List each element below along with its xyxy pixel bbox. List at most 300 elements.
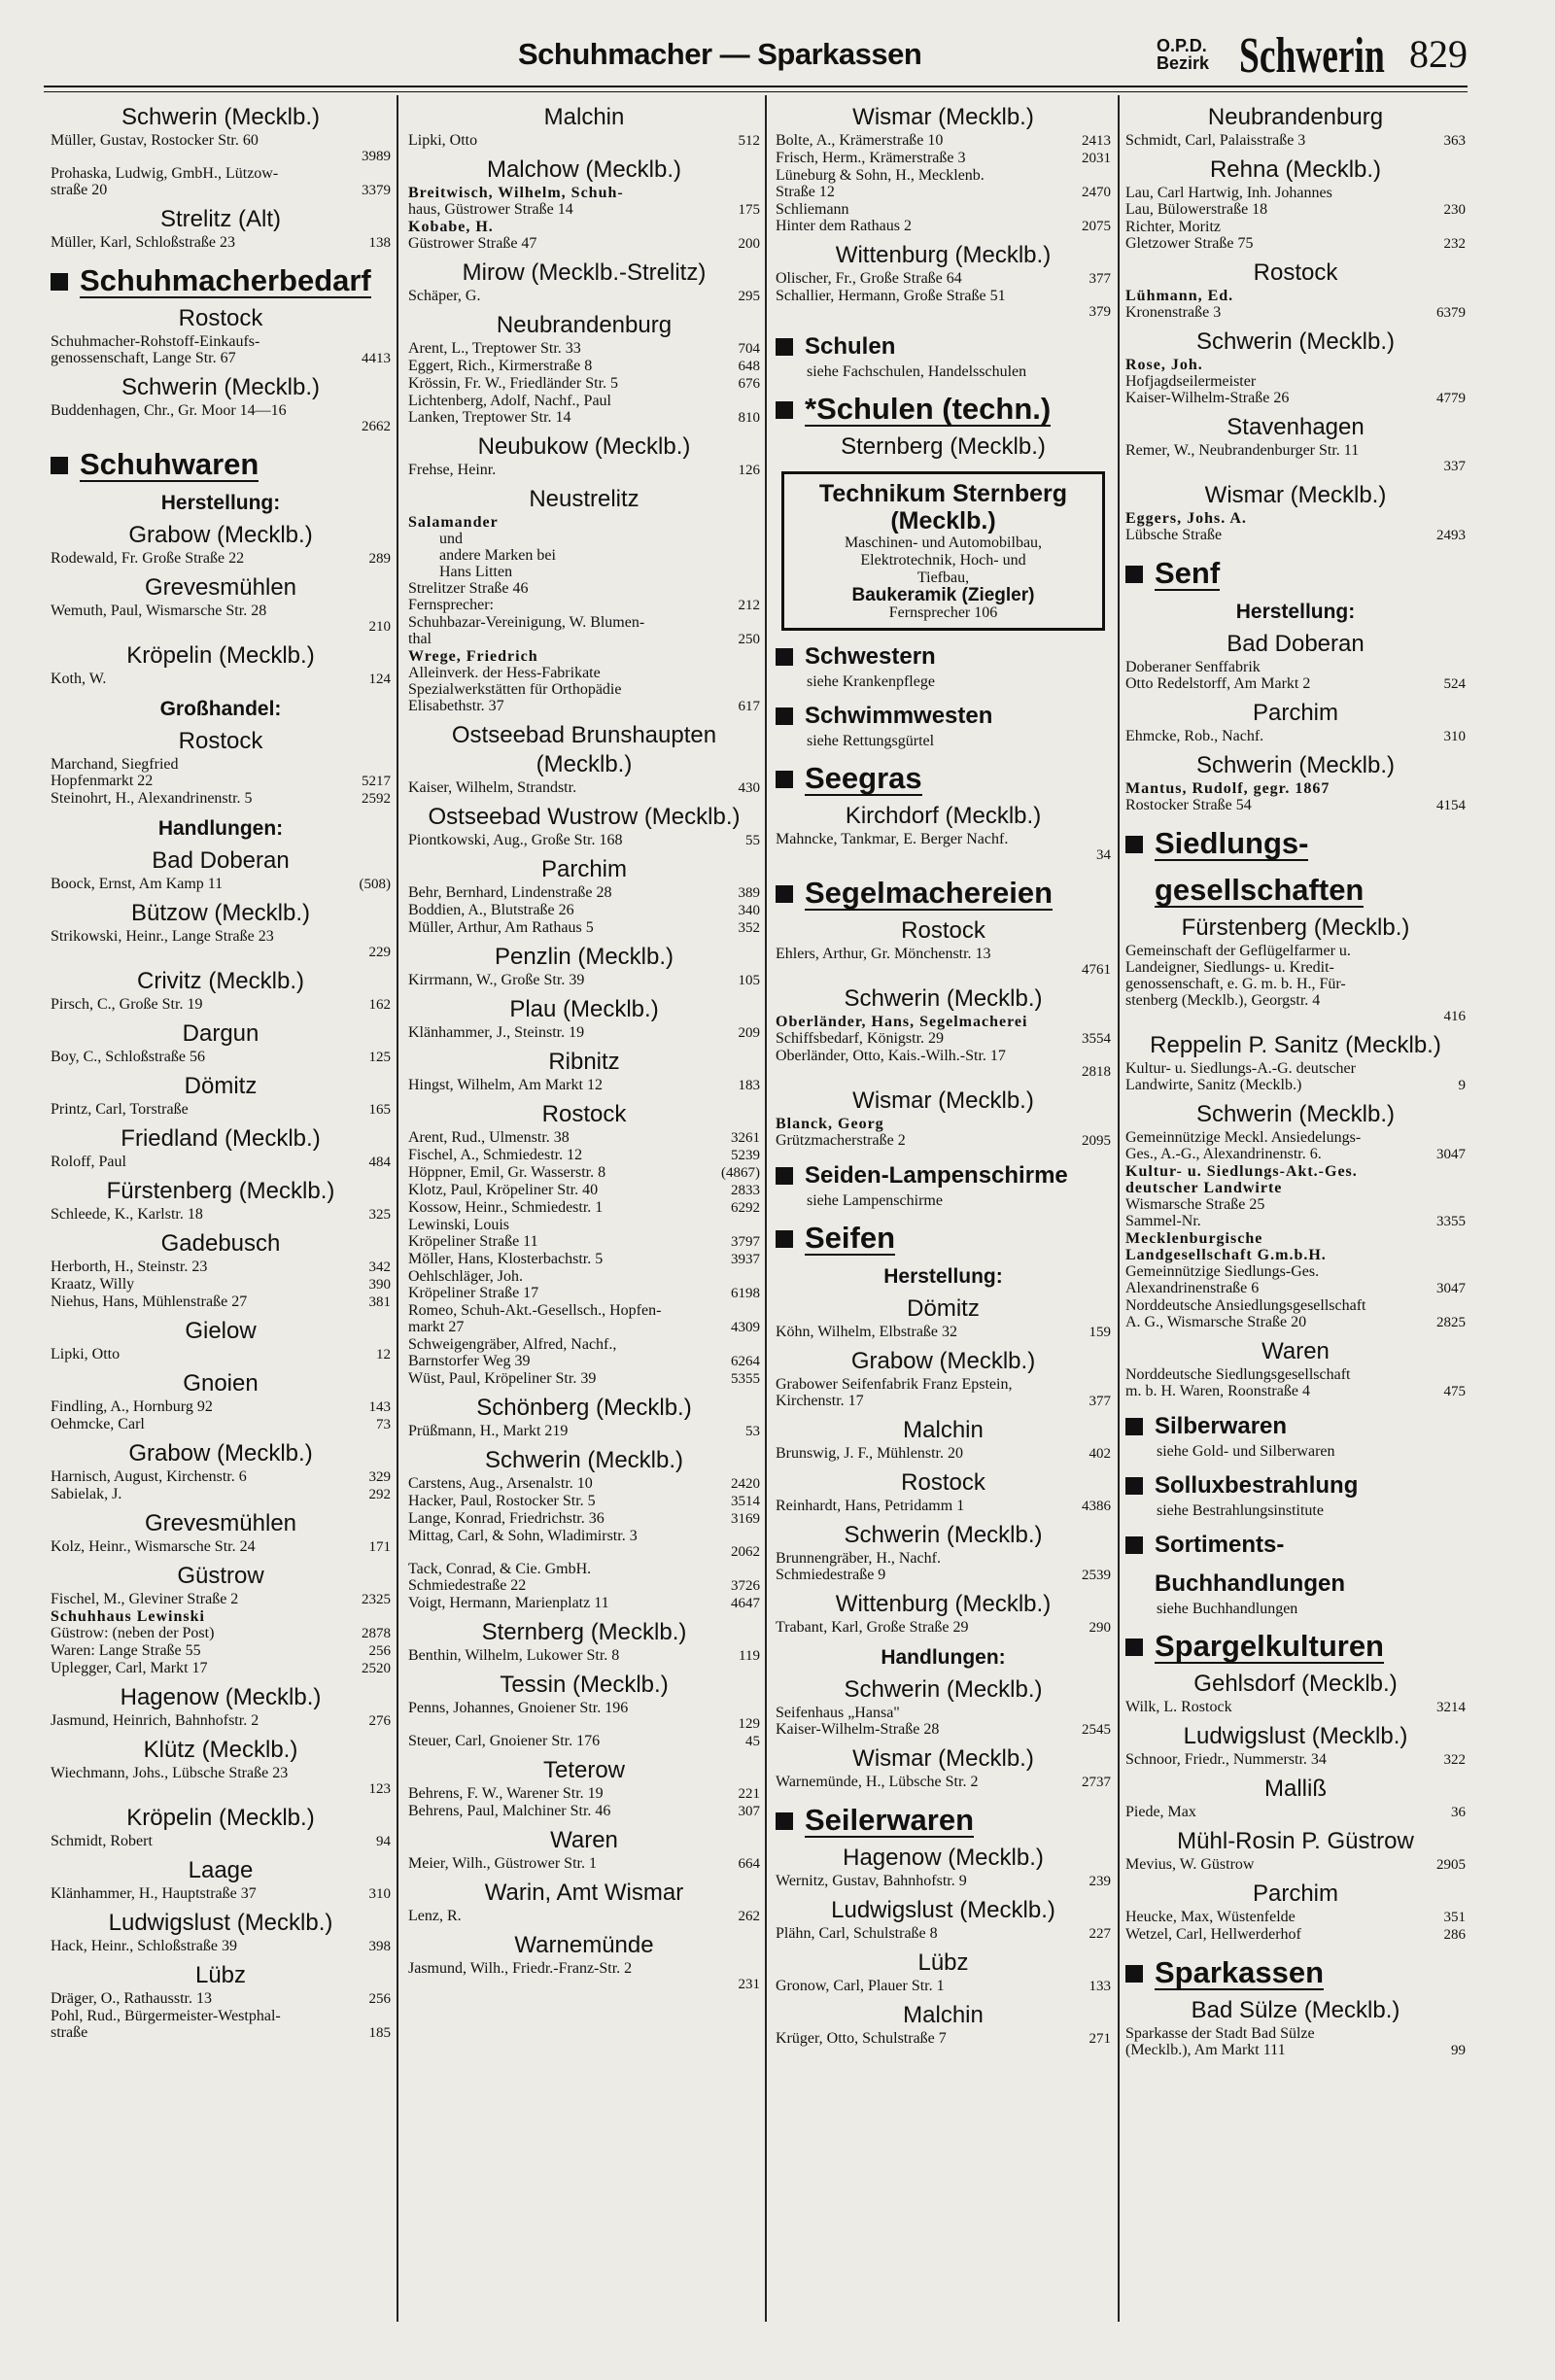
listing-entry xyxy=(776,2030,1111,2048)
listing-name: Mecklenburgische xyxy=(1125,1230,1263,1247)
listing-name: Rose, Joh. xyxy=(1125,357,1203,373)
place-heading: Schwerin (Mecklb.) xyxy=(1195,752,1396,778)
phone-number: 3937 xyxy=(731,1252,760,1267)
listing-entry xyxy=(1125,2042,1466,2059)
place-heading: Schwerin (Mecklb.) xyxy=(844,1522,1043,1548)
place-heading: Ludwigslust (Mecklb.) xyxy=(108,1910,333,1936)
place-heading: Dömitz xyxy=(184,1073,258,1099)
bezirk-text: Bezirk xyxy=(1157,53,1210,73)
place-heading: Schwerin (Mecklb.) xyxy=(844,1676,1043,1703)
listing-entry xyxy=(1125,1060,1466,1077)
phone-number: 416 xyxy=(1443,1009,1466,1024)
listing-name: Steuer, Carl, Gnoiener Str. 176 xyxy=(408,1733,601,1749)
listing-entry xyxy=(1125,728,1466,745)
phone-number: 6198 xyxy=(731,1286,760,1301)
listing-entry xyxy=(408,288,760,305)
listing-name: Schäper, G. xyxy=(408,288,481,304)
place-heading: Rostock xyxy=(1253,259,1338,286)
listing-name: Reinhardt, Hans, Petridamm 1 xyxy=(776,1498,965,1514)
listing-name: Roloff, Paul xyxy=(51,1154,126,1170)
listing-entry xyxy=(51,333,391,350)
phone-number: 126 xyxy=(738,463,760,478)
phone-number: 6264 xyxy=(731,1354,760,1369)
place-heading: Neubrandenburg xyxy=(1207,104,1384,130)
listing-name: Behrens, F. W., Warener Str. 19 xyxy=(408,1785,604,1802)
category-heading xyxy=(1125,1571,1466,1597)
category-title: Schwimmwesten xyxy=(805,703,993,729)
listing-entry xyxy=(408,832,760,849)
cross-reference: siehe Fachschulen, Handelsschulen xyxy=(807,363,1027,380)
listing-entry xyxy=(408,1493,760,1510)
listing-entry xyxy=(1125,373,1466,390)
phone-number: 3989 xyxy=(362,149,391,164)
subsection-heading: Handlungen: xyxy=(157,817,284,840)
phone-number: 185 xyxy=(368,2025,391,2041)
listing-entry xyxy=(51,1625,391,1642)
listing-entry xyxy=(408,779,760,797)
listing-entry xyxy=(1125,1009,1466,1025)
place-heading: Warnemünde xyxy=(514,1932,654,1958)
listing-entry xyxy=(1125,1146,1466,1163)
category-heading xyxy=(776,644,1111,670)
listing-entry xyxy=(408,1077,760,1094)
listing-entry xyxy=(408,1733,760,1750)
phone-number: 12 xyxy=(376,1347,391,1362)
listing-name: Schnoor, Friedr., Nummerstr. 34 xyxy=(1125,1751,1327,1768)
listing-name: Schliemann xyxy=(776,201,849,218)
ad-title: Technikum Sternberg xyxy=(818,480,1068,507)
listing-name: Niehus, Hans, Mühlenstraße 27 xyxy=(51,1293,248,1310)
ad-line: Elektrotechnik, Hoch- und xyxy=(860,552,1026,569)
listing-entry xyxy=(408,698,760,715)
place-heading: Stavenhagen xyxy=(1227,414,1365,440)
listing-entry xyxy=(776,1324,1111,1341)
listing-entry xyxy=(408,1129,760,1147)
listing-entry xyxy=(51,1398,391,1416)
listing-name: Hofjagdseilermeister xyxy=(1125,373,1257,390)
header-rule-thin xyxy=(44,91,1468,92)
listing-entry xyxy=(776,1550,1111,1567)
listing-entry xyxy=(1125,1280,1466,1297)
opd-label xyxy=(1157,37,1209,72)
opd-text: O.P.D. xyxy=(1157,36,1207,55)
phone-number: 5239 xyxy=(731,1148,760,1163)
category-title: Sparkassen xyxy=(1155,1955,1325,1989)
phone-number: 2493 xyxy=(1436,528,1466,543)
place-heading: Gielow xyxy=(185,1318,257,1344)
listing-entry xyxy=(51,1938,391,1955)
phone-number: 3261 xyxy=(731,1130,760,1146)
listing-entry xyxy=(1125,1213,1466,1230)
listing-name: Hinter dem Rathaus 2 xyxy=(776,218,912,234)
listing-name: thal xyxy=(408,631,432,647)
phone-number: 2420 xyxy=(731,1476,760,1492)
place-heading: Bützow (Mecklb.) xyxy=(130,900,311,926)
listing-entry xyxy=(51,1276,391,1293)
ad-highlight: Baukeramik (Ziegler) xyxy=(851,585,1035,605)
place-heading: Grevesmühlen xyxy=(144,1510,297,1536)
listing-entry xyxy=(408,393,760,409)
listing-name: Lipki, Otto xyxy=(51,1346,121,1362)
listing-name: Carstens, Aug., Arsenalstr. 10 xyxy=(408,1475,593,1492)
header-rule xyxy=(44,86,1468,87)
listing-name: Koth, W. xyxy=(51,671,107,687)
place-heading: Bad Doberan xyxy=(1227,631,1365,657)
place-heading: Gnoien xyxy=(183,1370,259,1397)
category-bullet-icon xyxy=(776,1167,793,1185)
listing-name: Kirchenstr. 17 xyxy=(776,1393,864,1409)
listing-name: Brunnengräber, H., Nachf. xyxy=(776,1550,941,1567)
listing-entry xyxy=(408,1336,760,1353)
phone-number: 99 xyxy=(1451,2043,1466,2058)
listing-name: Müller, Karl, Schloßstraße 23 xyxy=(51,234,235,251)
phone-number: 138 xyxy=(368,235,391,251)
category-heading xyxy=(776,878,1111,911)
listing-entry xyxy=(408,1353,760,1370)
phone-number: 617 xyxy=(738,699,760,714)
listing-entry xyxy=(51,1990,391,2008)
phone-number: 430 xyxy=(738,780,760,796)
listing-name: Schmiedestraße 9 xyxy=(776,1567,886,1583)
listing-entry xyxy=(408,1233,760,1251)
phone-number: 231 xyxy=(738,1977,760,1992)
advertisement-box xyxy=(781,471,1105,631)
listing-entry xyxy=(1125,201,1466,219)
phone-number: 810 xyxy=(738,410,760,426)
listing-name: Oberländer, Hans, Segelmacherei xyxy=(776,1014,1028,1030)
place-heading: Kröpelin (Mecklb.) xyxy=(126,642,315,669)
listing-entry xyxy=(51,165,391,182)
listing-name: Kaiser, Wilhelm, Strandstr. xyxy=(408,779,577,796)
place-heading: Mühl-Rosin P. Güstrow xyxy=(1177,1828,1414,1854)
category-bullet-icon xyxy=(1125,1536,1143,1554)
listing-entry xyxy=(776,1376,1111,1393)
listing-name: Höppner, Emil, Gr. Wasserstr. 8 xyxy=(408,1164,606,1181)
listing-name: Sparkasse der Stadt Bad Sülze xyxy=(1125,2025,1315,2042)
listing-name: Wismarsche Straße 25 xyxy=(1125,1196,1265,1213)
listing-entry xyxy=(408,132,760,150)
place-heading: Neustrelitz xyxy=(529,486,639,512)
phone-number: 256 xyxy=(368,1991,391,2007)
listing-name: Eggert, Rich., Kirmerstraße 8 xyxy=(408,358,593,374)
listing-name: Klotz, Paul, Kröpeliner Str. 40 xyxy=(408,1182,599,1198)
phone-number: 363 xyxy=(1443,133,1466,149)
listing-name: Lau, Bülowerstraße 18 xyxy=(1125,201,1268,218)
category-heading xyxy=(776,704,1111,729)
listing-entry xyxy=(1125,357,1466,373)
listing-entry xyxy=(51,1833,391,1850)
phone-number: 310 xyxy=(368,1886,391,1902)
listing-entry xyxy=(408,631,760,648)
phone-number: 4779 xyxy=(1436,391,1466,406)
phone-number: 381 xyxy=(368,1294,391,1310)
phone-number: 143 xyxy=(368,1399,391,1415)
phone-number: 377 xyxy=(1088,271,1111,287)
listing-name: Piontkowski, Aug., Große Str. 168 xyxy=(408,832,623,848)
listing-entry xyxy=(51,1712,391,1730)
listing-entry xyxy=(408,1700,760,1716)
listing-entry xyxy=(408,1647,760,1665)
listing-entry xyxy=(1125,1383,1466,1400)
listing-name: Olischer, Fr., Große Straße 64 xyxy=(776,270,962,287)
phone-number: 3047 xyxy=(1436,1147,1466,1162)
phone-number: (4867) xyxy=(721,1165,760,1181)
phone-number: 129 xyxy=(738,1716,760,1732)
listing-name: Oehmcke, Carl xyxy=(51,1416,145,1432)
listing-entry xyxy=(51,876,391,893)
phone-number: 4309 xyxy=(731,1320,760,1335)
listing-entry xyxy=(1125,659,1466,675)
listing-entry xyxy=(776,1498,1111,1515)
listing-entry xyxy=(776,1393,1111,1410)
listing-name: Behr, Bernhard, Lindenstraße 28 xyxy=(408,884,612,901)
listing-name: Schmiedestraße 22 xyxy=(408,1577,527,1594)
listing-entry xyxy=(408,1217,760,1233)
listing-name: Trabant, Karl, Große Straße 29 xyxy=(776,1619,969,1636)
listing-name: Lichtenberg, Adolf, Nachf., Paul xyxy=(408,393,611,409)
listing-entry xyxy=(1125,1196,1466,1213)
listing-name: Brunswig, J. F., Mühlenstr. 20 xyxy=(776,1445,963,1462)
listing-entry xyxy=(408,235,760,253)
listing-entry xyxy=(408,1977,760,1993)
cross-reference: siehe Rettungsgürtel xyxy=(807,733,935,749)
listing-name: Norddeutsche Ansiedlungsgesellschaft xyxy=(1125,1297,1366,1314)
column-1 xyxy=(51,97,391,2362)
listing-entry xyxy=(408,1785,760,1803)
phone-number: 239 xyxy=(1088,1874,1111,1889)
phone-number: 2520 xyxy=(362,1661,391,1676)
listing-name: Piede, Max xyxy=(1125,1804,1196,1820)
listing-entry xyxy=(776,962,1111,979)
place-heading: Malchow (Mecklb.) xyxy=(486,156,682,183)
listing-entry xyxy=(1125,1180,1466,1196)
place-heading: Grabow (Mecklb.) xyxy=(128,522,313,548)
phone-number: 3514 xyxy=(731,1494,760,1509)
category-heading xyxy=(1125,1957,1466,1990)
place-heading: Rostock xyxy=(178,728,263,754)
place-heading: Parchim xyxy=(1252,700,1339,726)
listing-name: (Mecklb.), Am Markt 111 xyxy=(1125,2042,1286,2058)
listing-entry xyxy=(51,1885,391,1903)
cross-reference: siehe Lampenschirme xyxy=(807,1192,943,1209)
listing-entry xyxy=(408,1803,760,1820)
phone-number: 512 xyxy=(738,133,760,149)
listing-entry xyxy=(776,831,1111,847)
listing-name: Kronenstraße 3 xyxy=(1125,304,1222,321)
category-bullet-icon xyxy=(1125,1477,1143,1495)
listing-entry xyxy=(51,2008,391,2024)
listing-name: deutscher Landwirte xyxy=(1125,1180,1283,1196)
listing-name: Wüst, Paul, Kröpeliner Str. 39 xyxy=(408,1370,597,1387)
phone-number: 329 xyxy=(368,1469,391,1485)
listing-entry xyxy=(776,201,1111,218)
phone-number: 6379 xyxy=(1436,305,1466,321)
listing-name: Mantus, Rudolf, gegr. 1867 xyxy=(1125,780,1330,797)
column-4 xyxy=(1125,97,1466,2362)
listing-entry xyxy=(408,1285,760,1302)
category-bullet-icon xyxy=(51,273,68,291)
category-heading xyxy=(51,265,391,298)
listing-name: Breitwisch, Wilhelm, Schuh- xyxy=(408,185,624,201)
phone-number: 2833 xyxy=(731,1183,760,1198)
listing-entry xyxy=(408,648,760,665)
listing-entry xyxy=(408,1561,760,1577)
listing-name: Jasmund, Wilh., Friedr.-Franz-Str. 2 xyxy=(408,1960,633,1977)
listing-entry xyxy=(408,614,760,631)
listing-name: Mittag, Carl, & Sohn, Wladimirstr. 3 xyxy=(408,1528,638,1544)
place-heading: Wittenburg (Mecklb.) xyxy=(835,1591,1052,1617)
listing-entry xyxy=(408,1251,760,1268)
listing-entry xyxy=(1125,780,1466,797)
place-heading: Kirchdorf (Mecklb.) xyxy=(845,803,1042,829)
phone-number: 2062 xyxy=(731,1544,760,1560)
category-bullet-icon xyxy=(1125,1638,1143,1656)
listing-entry xyxy=(1125,304,1466,322)
place-heading: Wittenburg (Mecklb.) xyxy=(835,242,1052,268)
listing-entry xyxy=(1125,235,1466,253)
listing-name: Mahncke, Tankmar, E. Berger Nachf. xyxy=(776,831,1009,847)
listing-entry xyxy=(408,884,760,902)
listing-name: Schweigengräber, Alfred, Nachf., xyxy=(408,1336,617,1353)
listing-entry xyxy=(1125,1263,1466,1280)
phone-number: 2662 xyxy=(362,419,391,434)
phone-number: 125 xyxy=(368,1050,391,1065)
listing-name: Strikowski, Heinr., Lange Straße 23 xyxy=(51,928,274,945)
phone-number: 2545 xyxy=(1082,1722,1111,1738)
listing-name: Kaiser-Wilhelm-Straße 28 xyxy=(776,1721,940,1738)
listing-name: Schallier, Hermann, Große Straße 51 xyxy=(776,288,1006,304)
phone-number: 325 xyxy=(368,1207,391,1223)
place-heading: Strelitz (Alt) xyxy=(159,206,281,232)
listing-name: Oehlschläger, Joh. xyxy=(408,1268,523,1285)
place-heading: Ludwigslust (Mecklb.) xyxy=(1183,1723,1408,1749)
phone-number: 276 xyxy=(368,1713,391,1729)
listing-entry xyxy=(1125,185,1466,201)
listing-name: Oberländer, Otto, Kais.-Wilh.-Str. 17 xyxy=(776,1048,1006,1064)
listing-name: Alleinverk. der Hess-Fabrikate xyxy=(408,665,601,681)
category-bullet-icon xyxy=(1125,836,1143,853)
phone-number: 2031 xyxy=(1082,151,1111,166)
phone-number: 262 xyxy=(738,1909,760,1924)
listing-entry xyxy=(408,1475,760,1493)
listing-entry xyxy=(51,1154,391,1171)
phone-number: 295 xyxy=(738,289,760,304)
listing-entry xyxy=(776,1567,1111,1584)
listing-entry xyxy=(408,1716,760,1733)
phone-number: 3355 xyxy=(1436,1214,1466,1229)
listing-name: Romeo, Schuh-Akt.-Gesellsch., Hopfen- xyxy=(408,1302,662,1319)
place-heading: Parchim xyxy=(1252,1880,1339,1907)
listing-entry xyxy=(51,756,391,773)
listing-entry xyxy=(1125,132,1466,150)
place-heading: Lübz xyxy=(917,1949,969,1976)
phone-number: 256 xyxy=(368,1643,391,1659)
place-heading: Bad Doberan xyxy=(152,847,290,874)
listing-name: Straße 12 xyxy=(776,184,835,200)
listing-entry xyxy=(1125,959,1466,976)
phone-number: 390 xyxy=(368,1277,391,1293)
listing-name: Uplegger, Carl, Markt 17 xyxy=(51,1660,208,1676)
listing-entry xyxy=(408,597,760,614)
listing-name: Otto Redelstorff, Am Markt 2 xyxy=(1125,675,1311,692)
place-heading: Rostock xyxy=(541,1101,627,1127)
phone-number: 171 xyxy=(368,1539,391,1555)
listing-entry xyxy=(776,1064,1111,1081)
listing-entry xyxy=(51,1468,391,1486)
listing-name: Lipki, Otto xyxy=(408,132,478,149)
listing-name: Lenz, R. xyxy=(408,1908,462,1924)
phone-number: 2878 xyxy=(362,1626,391,1641)
listing-entry xyxy=(1125,1909,1466,1926)
listing-entry xyxy=(51,132,391,149)
listing-entry xyxy=(1125,1230,1466,1247)
listing-entry xyxy=(1125,943,1466,959)
place-heading: Schwerin (Mecklb.) xyxy=(844,985,1043,1012)
listing-entry xyxy=(408,1510,760,1528)
listing-name: Steinohrt, H., Alexandrinenstr. 5 xyxy=(51,790,253,807)
cross-reference: und xyxy=(439,531,463,547)
listing-name: Schiffsbedarf, Königstr. 29 xyxy=(776,1030,945,1047)
listing-name: Seifenhaus „Hansa" xyxy=(776,1705,900,1721)
category-bullet-icon xyxy=(776,1812,793,1830)
place-heading: Rehna (Mecklb.) xyxy=(1209,156,1382,183)
listing-name: stenberg (Mecklb.), Georgstr. 4 xyxy=(1125,992,1321,1009)
listing-name: Lange, Konrad, Friedrichstr. 36 xyxy=(408,1510,605,1527)
listing-entry xyxy=(51,1486,391,1503)
listing-name: Grabower Seifenfabrik Franz Epstein, xyxy=(776,1376,1013,1393)
place-heading: Ludwigslust (Mecklb.) xyxy=(831,1897,1055,1923)
page-number: 829 xyxy=(1409,32,1468,76)
phone-number: 5355 xyxy=(731,1371,760,1387)
phone-number: 402 xyxy=(1088,1446,1111,1462)
place-heading: Rostock xyxy=(178,305,263,331)
category-title: Seilerwaren xyxy=(805,1803,975,1837)
listing-name: Ges., A.-G., Alexandrinenstr. 6. xyxy=(1125,1146,1322,1162)
listing-entry xyxy=(408,1544,760,1561)
phone-number: 3047 xyxy=(1436,1281,1466,1296)
listing-name: Elisabethstr. 37 xyxy=(408,698,504,714)
phone-number: 3379 xyxy=(362,183,391,198)
listing-entry xyxy=(51,1293,391,1311)
listing-name: Mevius, W. Güstrow xyxy=(1125,1856,1255,1873)
listing-name: Klänhammer, J., Steinstr. 19 xyxy=(408,1024,585,1041)
phone-number: (508) xyxy=(359,877,391,892)
phone-number: 342 xyxy=(368,1259,391,1275)
listing-entry xyxy=(776,1030,1111,1048)
listing-name: Jasmund, Heinrich, Bahnhofstr. 2 xyxy=(51,1712,259,1729)
listing-entry xyxy=(776,1014,1111,1030)
category-title: Schuhwaren xyxy=(80,447,259,481)
listing-entry xyxy=(776,1873,1111,1890)
listing-entry xyxy=(408,1370,760,1388)
listing-name: Barnstorfer Weg 39 xyxy=(408,1353,531,1369)
listing-name: Gemeinschaft der Geflügelfarmer u. xyxy=(1125,943,1351,959)
district-city: Schwerin xyxy=(1239,28,1385,84)
phone-number: 648 xyxy=(738,359,760,374)
listing-entry xyxy=(408,1908,760,1925)
listing-name: Rodewald, Fr. Große Straße 22 xyxy=(51,550,245,567)
listing-entry xyxy=(408,1024,760,1042)
listing-entry xyxy=(51,350,391,367)
listing-name: Fernsprecher: xyxy=(408,597,494,613)
listing-entry xyxy=(408,1268,760,1285)
category-title: Buchhandlungen xyxy=(1155,1570,1345,1597)
listing-name: Köhn, Wilhelm, Elbstraße 32 xyxy=(776,1324,958,1340)
listing-name: Prohaska, Ludwig, GmbH., Lützow- xyxy=(51,165,279,182)
listing-entry xyxy=(1125,527,1466,544)
place-heading: Reppelin P. Sanitz (Mecklb.) xyxy=(1150,1032,1441,1058)
listing-entry xyxy=(51,790,391,808)
